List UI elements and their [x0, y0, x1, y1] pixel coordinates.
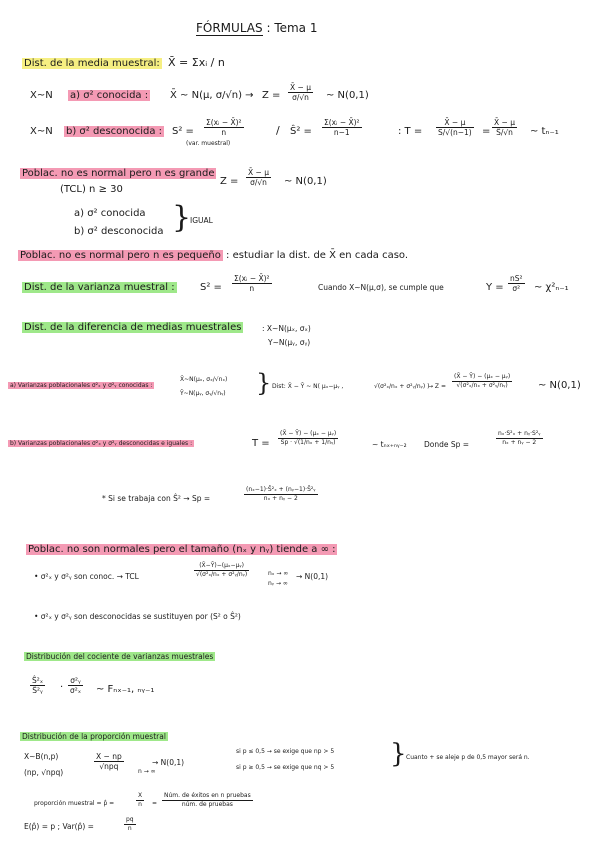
media-label: Dist. de la media muestral: — [24, 58, 160, 69]
proporcion-cond-note: Cuanto + se aleje p de 0,5 mayor será n. — [406, 754, 530, 761]
proporcion-prop-den: n — [138, 801, 142, 808]
varianza-s2-pre: S² = — [200, 282, 222, 293]
cociente-dot: · — [60, 682, 64, 693]
dif-b-note-num: (nₓ−1)·Ŝ²ₓ + (nᵧ−1)·Ŝ²ᵧ — [246, 486, 316, 493]
dif-x: : X~N(μₓ, σₓ) — [262, 324, 311, 333]
b-prefix: X~N — [30, 126, 53, 137]
grande-z-num: X̄ − μ — [248, 168, 269, 177]
proporcion-z-frac — [94, 752, 124, 771]
dif-label: Dist. de la diferencia de medias muestrales — [24, 322, 242, 333]
a-label-text: a) σ² conocida : — [70, 90, 149, 101]
dif-b-note-pre: * Si se trabaja con Ŝ² → Sp = — [102, 494, 211, 503]
cociente-f1-den: Ŝ²ᵧ — [32, 686, 43, 695]
proporcion-z-den: √npq — [99, 762, 119, 771]
b-label — [64, 126, 164, 138]
dif-b-t-frac — [278, 430, 338, 447]
a-z-den: σ/√n — [292, 93, 309, 102]
varianza-s2-num: Σ(xᵢ − X̄)² — [234, 274, 270, 283]
dif-a-label: a) Varianzas poblacionales σ²ₓ y σ²ᵧ conocidas : — [10, 382, 153, 389]
a-prefix: X~N — [30, 90, 53, 101]
b-t-post: ~ tₙ₋₁ — [530, 126, 559, 137]
proporcion-brace: } — [390, 739, 407, 769]
proporcion-np: (np, √npq) — [24, 768, 64, 777]
cociente-f1 — [30, 676, 45, 695]
b-s2-pre: S² = — [172, 126, 194, 137]
b-t-pre: : T = — [398, 126, 423, 137]
cociente-f2 — [68, 676, 83, 695]
b-var-note: (var. muestral) — [186, 140, 231, 147]
proporcion-prop-pre: proporción muestral = p̂ = — [34, 800, 115, 807]
dif-a-z-frac — [452, 373, 512, 390]
grande-z-den: σ/√n — [250, 178, 267, 187]
proporcion-prop-eq: = — [152, 800, 158, 807]
cociente-label: Distribución del cociente de varianzas muestrales — [26, 652, 214, 661]
title-sep: : — [266, 21, 271, 35]
dif-nonormal-b1-pre: • σ²ₓ y σ²ᵧ son conoc. → TCL — [34, 572, 139, 581]
b-t1-den: S/√(n−1) — [438, 128, 472, 137]
proporcion-ev-frac — [124, 816, 136, 833]
media-def: X̄ = Σxᵢ / n — [168, 56, 225, 69]
grande-a: a) σ² conocida — [74, 208, 146, 219]
a-z-frac — [288, 83, 313, 102]
proporcion-prop-ffrac — [162, 792, 253, 809]
dif-nonormal-heading — [26, 544, 337, 556]
b-sh-frac — [322, 118, 362, 137]
grande-brace: } — [172, 200, 192, 235]
varianza-y-den: σ² — [512, 284, 521, 293]
varianza-s2-den: n — [249, 284, 255, 293]
dif-b-t-pre: T = — [252, 438, 270, 449]
proporcion-lim: n → ∞ — [138, 768, 156, 775]
dif-a-dist-sqrt: √(σ²ₓ/nₓ + σ²ᵧ/nᵧ) ) — [374, 383, 430, 390]
dif-a-heading — [8, 382, 154, 390]
proporcion-cond2: si p ≥ 0,5 → se exige que nq > 5 — [236, 764, 335, 771]
dif-nonormal-b1-frac — [194, 562, 249, 579]
a-z-num: X̄ − μ — [290, 83, 311, 92]
pequeno-row — [18, 250, 408, 262]
proporcion-z-post: → N(0,1) — [152, 758, 185, 767]
dif-b-sp-den: nₓ + nᵧ − 2 — [502, 439, 537, 446]
varianza-label: Dist. de la varianza muestral : — [24, 282, 175, 293]
dif-a-dist-pre: Dist: X̄ − Ȳ ~ N( μₓ−μᵧ , — [272, 383, 344, 390]
b-sh-pre: Ŝ² = — [290, 126, 312, 137]
b-s2-frac — [204, 118, 244, 137]
grande-z-post: ~ N(0,1) — [284, 176, 327, 187]
dif-nonormal-b1-den: √(σ²ₓ/nₓ + σ²ᵧ/nᵧ) — [196, 571, 248, 578]
b-s2-den: n — [221, 128, 227, 137]
a-label — [68, 90, 150, 102]
b-sh-num: Σ(xᵢ − X̄)² — [324, 118, 360, 127]
dif-nonormal-b2: • σ²ₓ y σ²ᵧ son desconocidas se sustituyen por (S² o Ŝ²) — [34, 612, 241, 621]
dif-a-z-num: (X̄ − Ȳ) − (μₓ − μᵧ) — [454, 373, 511, 380]
dif-a-z-pre: → Z = — [428, 383, 446, 390]
varianza-y-pre: Y = — [486, 282, 504, 293]
dif-nonormal-label: Poblac. no son normales pero el tamaño (nₓ y nᵧ) tiende a ∞ : — [28, 544, 336, 555]
proporcion-z-num: X − np — [96, 752, 122, 761]
b-t1-num: X̄ − μ — [436, 118, 474, 128]
b-slash: / — [276, 124, 280, 137]
dif-b-t-post: ~ tₙₓ₊ₙᵧ₋₂ — [372, 440, 407, 449]
b-t2-num: X̄ − μ — [494, 118, 515, 127]
varianza-y-num: nS² — [510, 274, 523, 283]
media-heading — [22, 58, 162, 70]
grande-z-frac — [246, 168, 271, 187]
b-t1-frac — [436, 118, 474, 137]
dif-b-sp-num: nₓ·S²ₓ + nᵧ·S²ᵧ — [498, 430, 541, 437]
proporcion-ev-den: n — [127, 825, 132, 832]
dif-heading — [22, 322, 243, 334]
proporcion-prop-fden: núm. de pruebas — [181, 801, 233, 808]
cociente-heading — [24, 652, 215, 661]
proporcion-prop-num: X — [138, 792, 143, 799]
dif-b-sp-pre: Donde Sp = — [424, 440, 470, 449]
grande-igual: IGUAL — [190, 216, 213, 225]
pequeno-label: Poblac. no es normal pero n es pequeño — [20, 250, 221, 261]
dif-a-x: X̄~N(μₓ, σₓ/√nₓ) — [180, 376, 228, 383]
dif-y: Y~N(μᵧ, σᵧ) — [268, 338, 311, 347]
cociente-post: ~ Fₙₓ₋₁, ₙᵧ₋₁ — [96, 684, 155, 695]
dif-b-sp-frac — [496, 430, 543, 447]
dif-b-t-num: (X̄ − Ȳ) − (μₓ − μᵧ) — [280, 430, 337, 437]
proporcion-prop-fnum: Núm. de éxitos en n pruebas — [164, 792, 251, 799]
varianza-y-frac — [508, 274, 525, 293]
grande-z-pre: Z = — [220, 176, 239, 187]
varianza-y-post: ~ χ²ₙ₋₁ — [534, 282, 569, 293]
dif-a-z-post: ~ N(0,1) — [538, 380, 581, 391]
grande-b: b) σ² desconocida — [74, 226, 164, 237]
dif-b-heading — [8, 440, 194, 448]
dif-b-note-den: nₓ + nᵧ − 2 — [263, 495, 298, 502]
b-t2-den: Ŝ/√n — [496, 128, 513, 137]
grande-label: Poblac. no es normal pero n es grande — [22, 168, 215, 179]
proporcion-ev: E(p̂) = p ; Var(p̂) = — [24, 822, 94, 831]
title-formulas: FÓRMULAS — [196, 21, 263, 35]
grande-heading — [20, 168, 216, 180]
dif-b-label: b) Varianzas poblacionales σ²ₓ y σ²ᵧ desconocidas e iguales : — [10, 440, 193, 447]
dif-nonormal-b1-lim1: nₓ → ∞ — [268, 570, 289, 577]
dif-a-y: Ȳ~N(μᵧ, σᵧ/√nᵧ) — [180, 390, 226, 397]
proporcion-ev-num: pq — [126, 816, 134, 823]
proporcion-heading — [20, 732, 168, 741]
b-s2-num: Σ(xᵢ − X̄)² — [206, 118, 242, 127]
proporcion-label: Distribución de la proporción muestral — [22, 732, 166, 741]
dif-nonormal-b1-lim2: nᵧ → ∞ — [268, 580, 288, 587]
b-label-text: b) σ² desconocida : — [66, 126, 163, 137]
dif-a-z-den: √(σ²ₓ/nₓ + σ²ᵧ/nᵧ) — [456, 382, 508, 389]
b-sh-den: n−1 — [333, 128, 350, 137]
pequeno-text: : estudiar la dist. de X̄ en cada caso. — [226, 250, 409, 261]
dif-nonormal-b1-num: (X̄−Ȳ)−(μₓ−μᵧ) — [194, 562, 249, 571]
dif-b-t-den: Sp · √(1/nₓ + 1/nᵧ) — [280, 439, 336, 446]
b-t2-frac — [492, 118, 517, 137]
a-dist: X̄ ~ N(μ, σ/√n) → — [170, 90, 254, 101]
title-tema: Tema 1 — [274, 21, 318, 35]
cociente-f2-den: σ²ₓ — [70, 686, 82, 695]
a-z-pre: Z = — [262, 90, 281, 101]
varianza-s2-frac — [232, 274, 272, 293]
grande-tcl: (TCL) n ≥ 30 — [60, 184, 123, 195]
page-title — [196, 22, 317, 34]
proporcion-xb: X~B(n,p) — [24, 752, 59, 761]
cociente-f1-num: Ŝ²ₓ — [32, 676, 44, 685]
proporcion-cond1: si p ≤ 0,5 → se exige que np > 5 — [236, 748, 335, 755]
a-z-post: ~ N(0,1) — [326, 90, 369, 101]
proporcion-prop-frac — [136, 792, 144, 809]
varianza-heading — [22, 282, 177, 294]
cociente-f2-num: σ²ᵧ — [68, 676, 83, 686]
b-eq: = — [482, 126, 491, 137]
dif-a-brace: } — [256, 369, 272, 397]
varianza-cond: Cuando X~N(μ,σ), se cumple que — [318, 283, 444, 292]
dif-b-note-frac — [244, 486, 318, 503]
dif-nonormal-b1-post: → N(0,1) — [296, 572, 329, 581]
